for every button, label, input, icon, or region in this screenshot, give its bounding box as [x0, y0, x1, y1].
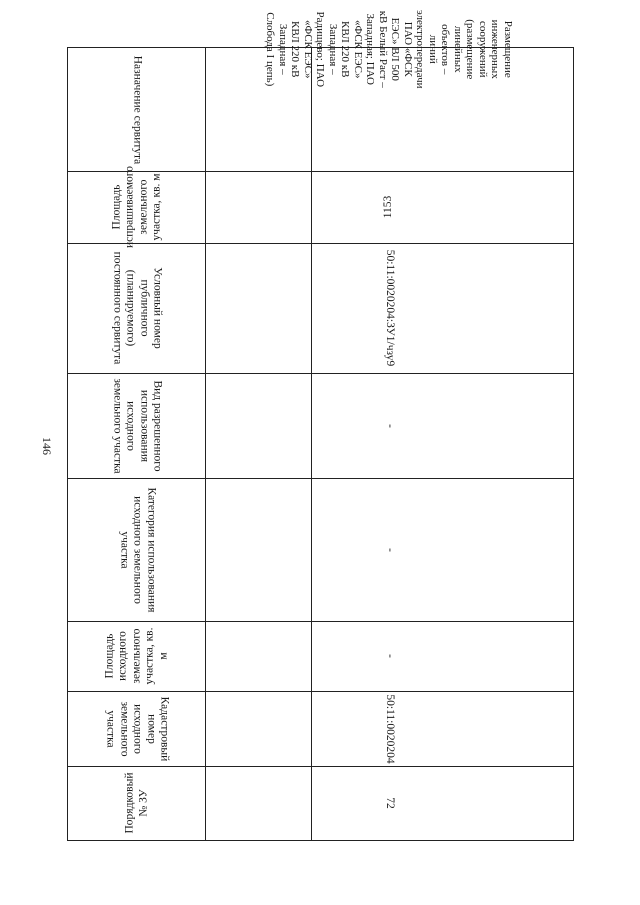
- header-area-original: [68, 621, 205, 691]
- cell-purpose: [205, 9, 573, 171]
- header-permitted-use: [68, 373, 205, 478]
- cell-area-original: [205, 621, 573, 691]
- header-servitude-number: [68, 243, 205, 373]
- cell-permitted-use-text: -: [383, 423, 396, 428]
- cell-purpose-text: Размещение инженерных сооружений (размещение линейных объектов – линий электропередачи ПАО «ФСК ЕЭС» ВЛ 500 кВ Белый Раст – Западная; ПАО «ФСК ЕЭС» КВЛ 220 кВ Западная – Радищево; ПАО «ФСК ЕЭС» КВЛ 220 кВ Западная – Слобода I цепь): [264, 9, 514, 88]
- cell-cadastral-text: 50:11:0020204: [383, 693, 396, 764]
- header-area-requested-text: Площадь испрашиваемого земельного участка, кв. м: [109, 166, 162, 248]
- cell-cadastral: [205, 691, 573, 766]
- header-order-text: Порядковый № ЗУ: [123, 772, 149, 834]
- cell-area-requested-text: 1153: [382, 195, 395, 219]
- header-servitude-number-text: Условный номер публичного (планируемого) постоянного сервитута: [111, 251, 164, 365]
- header-purpose-text: Назначение сервитута: [131, 55, 144, 164]
- servitude-table: [67, 9, 574, 841]
- cell-order: [205, 766, 573, 840]
- cell-permitted-use: [205, 373, 573, 478]
- header-category: [68, 478, 205, 621]
- header-purpose: [68, 48, 205, 171]
- cell-servitude-number: [205, 243, 573, 373]
- cell-order-text: 72: [383, 797, 396, 809]
- cell-area-requested: [205, 171, 573, 243]
- cell-servitude-number-text: 50:11:0020204:ЗУ1/чзу9: [383, 249, 396, 367]
- header-area-requested: [68, 166, 205, 248]
- header-cadastral-text: Кадастровый номер исходного земельного участка: [104, 696, 171, 761]
- header-category-text: Категория использования исходного земельного участка: [117, 487, 157, 612]
- header-permitted-use-text: Вид разрешенного использования исходного земельного участка: [111, 377, 164, 474]
- header-area-original-text: Площадь исходного земельного участка, кв. м: [102, 627, 169, 685]
- cell-category-text: -: [383, 547, 396, 552]
- cell-area-original-text: -: [383, 654, 396, 658]
- cell-category: [205, 478, 573, 621]
- page-number: 146: [40, 437, 54, 455]
- header-cadastral: [68, 691, 205, 766]
- header-order: [68, 766, 205, 840]
